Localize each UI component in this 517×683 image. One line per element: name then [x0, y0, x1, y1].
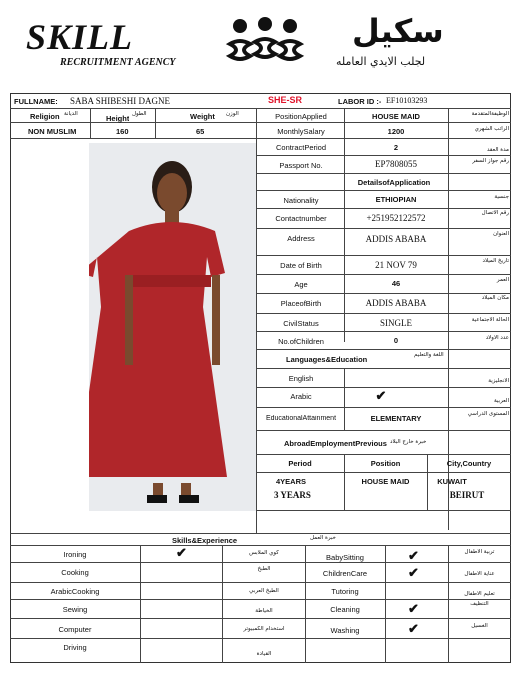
height-arabic-label: الطول	[132, 111, 147, 117]
abroad-col-position: Position	[370, 459, 401, 468]
nationality-arabic: جنسية	[494, 194, 509, 200]
address-label: Address	[287, 234, 315, 243]
abroad-heading: AbroadEmploymentPrevious	[284, 439, 387, 448]
skills-heading-arabic: خبرة العمل	[310, 535, 336, 541]
skill-driving-arabic: القيادة	[256, 651, 272, 657]
contract-period-label: ContractPeriod	[275, 143, 327, 152]
skill-babysitting-check: ✔	[408, 548, 419, 563]
education-arabic: المستوى الدراسي	[467, 411, 509, 417]
abroad-heading-arabic: خبرة خارج البلاد	[390, 439, 427, 445]
english-label: English	[288, 374, 314, 383]
fullname-value: SABA SHIBESHI DAGNE	[70, 96, 171, 106]
skill-sewing-arabic: الخياطة	[255, 608, 273, 614]
abroad-row-period: 4YEARS	[276, 477, 307, 486]
skill-ironing-label: Ironing	[63, 550, 87, 559]
civil-status-arabic: الحالة الاجتماعية	[471, 317, 509, 323]
logo-people-icon	[224, 16, 306, 72]
abroad-row-position: HOUSE MAID	[361, 477, 410, 486]
skill-childrencare-label: ChildrenCare	[322, 569, 368, 578]
position-applied-label: PositionApplied	[275, 112, 327, 121]
address-arabic: العنوان	[493, 231, 509, 237]
skill-ironing-check: ✔	[176, 545, 187, 560]
abroad-row-country: BEIRUT	[449, 490, 485, 500]
weight-value: 65	[196, 127, 205, 136]
skill-arabic-cooking-label: ArabicCooking	[50, 587, 100, 596]
skill-driving-label: Driving	[63, 643, 87, 652]
passport-arabic: رقم جواز السفر	[472, 158, 509, 164]
logo-arabic: سكيل	[352, 12, 444, 50]
skill-sewing-label: Sewing	[62, 605, 88, 614]
logo-arabic-subtitle: لجلب الايدي العامله	[336, 55, 426, 68]
children-value: 0	[393, 336, 399, 345]
position-applied-arabic: الوظيفةالمتقدمة	[471, 111, 509, 117]
applicant-photo	[89, 143, 256, 511]
labor-id-label: LABOR ID :-	[338, 97, 382, 106]
religion-arabic-label: الديانة	[64, 111, 78, 117]
fullname-label: FULLNAME:	[14, 97, 58, 106]
abroad-col-period: Period	[288, 459, 312, 468]
place-of-birth-arabic: مكان الميلاد	[481, 295, 509, 301]
age-label: Age	[294, 280, 308, 289]
skill-childrencare-arabic: عناية الاطفال	[464, 571, 495, 577]
labor-id-value: EF10103293	[386, 96, 428, 105]
monthly-salary-arabic: الراتب الشهري	[474, 126, 509, 132]
skill-washing-arabic: الغسيل	[471, 623, 488, 629]
reference-code: SHE-SR	[268, 95, 303, 105]
age-value: 46	[391, 279, 401, 288]
skill-cleaning-arabic: التنظيف	[470, 601, 489, 607]
children-arabic: عدد الاولاد	[485, 335, 509, 341]
skill-tutoring-arabic: تعليم الاطفال	[464, 591, 495, 597]
contact-number-value: +251952122572	[366, 213, 426, 223]
english-arabic: الانجليزية	[488, 378, 509, 384]
children-label: No.ofChildren	[278, 337, 324, 346]
height-label: Height	[106, 114, 130, 123]
arabic-label: Arabic	[290, 392, 312, 401]
passport-label: Passport No.	[279, 161, 323, 170]
skill-cleaning-label: Cleaning	[330, 605, 360, 614]
civil-status-label: CivilStatus	[283, 319, 319, 328]
religion-label: Religion	[30, 112, 60, 121]
contact-number-label: Contactnumber	[275, 214, 327, 223]
height-value: 160	[116, 127, 129, 136]
nationality-label: Nationality	[283, 196, 319, 205]
monthly-salary-value: 1200	[387, 127, 405, 136]
education-value: ELEMENTARY	[370, 414, 422, 423]
civil-status-value: SINGLE	[380, 318, 412, 328]
abroad-col-country: City,Country	[446, 459, 492, 468]
passport-value: EP7808055	[374, 159, 417, 169]
address-value: ADDIS ABABA	[365, 234, 427, 244]
age-arabic: العمر	[496, 277, 509, 283]
languages-heading-arabic: اللغة والتعليم	[414, 352, 444, 358]
skill-cooking-label: Cooking	[61, 568, 89, 577]
education-label: EducationalAttainment	[265, 415, 337, 422]
skill-tutoring-label: Tutoring	[331, 587, 359, 596]
skill-cleaning-check: ✔	[408, 601, 419, 616]
arabic-check: ✔	[375, 388, 387, 403]
skill-washing-label: Washing	[330, 626, 360, 635]
contract-period-value: 2	[393, 143, 399, 152]
place-of-birth-label: PlaceofBirth	[280, 299, 322, 308]
abroad-row-country: KUWAIT	[437, 477, 467, 486]
skill-cooking-arabic: الطبخ	[257, 566, 271, 572]
contact-number-arabic: رقم الاتصال	[481, 210, 509, 216]
skill-childrencare-check: ✔	[408, 565, 419, 580]
languages-heading: Languages&Education	[286, 355, 368, 364]
date-of-birth-value: 21 NOV 79	[375, 260, 417, 270]
skill-babysitting-label: BabySitting	[326, 553, 364, 562]
logo-english: SKILL	[26, 17, 134, 57]
details-heading: DetailsofApplication	[357, 178, 431, 187]
position-applied-value: HOUSE MAID	[372, 112, 420, 121]
skill-washing-check: ✔	[408, 621, 419, 636]
date-of-birth-arabic: تاريخ الميلاد	[482, 258, 509, 264]
skills-heading: Skills&Experience	[172, 536, 238, 545]
skill-arabic-cooking-arabic: الطبخ العربي	[249, 588, 279, 594]
abroad-row-period: 3 YEARS	[274, 490, 311, 500]
nationality-value: ETHIOPIAN	[375, 195, 417, 204]
arabic-arabic: العربية	[493, 398, 509, 404]
religion-value: NON MUSLIM	[28, 127, 77, 136]
logo-subtitle: RECRUITMENT AGENCY	[60, 57, 176, 68]
monthly-salary-label: MonthlySalary	[277, 127, 325, 136]
skill-computer-label: Computer	[58, 625, 92, 634]
date-of-birth-label: Date of Birth	[280, 261, 322, 270]
contract-period-arabic: مدة العقد	[487, 147, 509, 153]
weight-label: Weight	[190, 112, 215, 121]
weight-arabic-label: الوزن	[226, 111, 239, 117]
skill-babysitting-arabic: تربية الاطفال	[464, 549, 495, 555]
skill-computer-arabic: استخدام الكمبيوتر	[243, 626, 285, 632]
skill-ironing-arabic: كوي الملابس	[249, 550, 279, 556]
place-of-birth-value: ADDIS ABABA	[365, 298, 427, 308]
